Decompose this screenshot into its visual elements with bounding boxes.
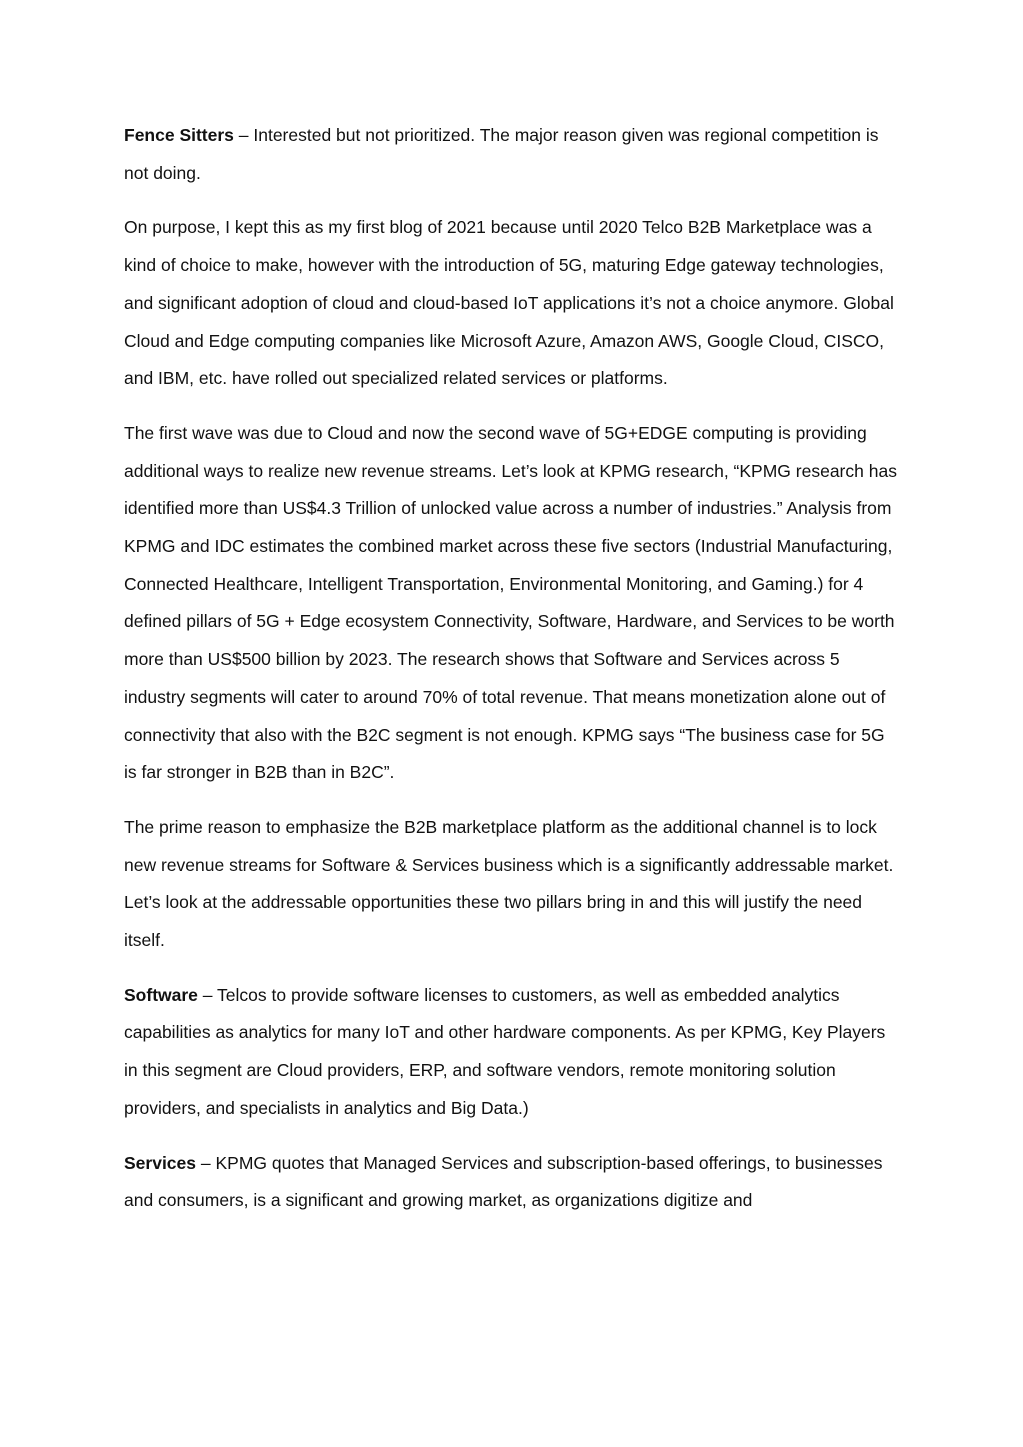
paragraph-lead: Services	[124, 1152, 197, 1173]
paragraph-text: On purpose, I kept this as my first blog of 2021 because until 2020 Telco B2B Marketplace was a kind of choice to make, however with the introduction of 5G, maturing Edge gateway technologies, and significant adoption of cloud and cloud-based IoT applications it’s not a choice anymore. Global Cloud and Edge computing companies like Microsoft Azure, Amazon AWS, Google Cloud, CISCO, and IBM, etc. have rolled out specialized related services or platforms.	[124, 217, 894, 389]
paragraph-services	[124, 1145, 900, 1220]
paragraph-lead: Software	[124, 984, 198, 1005]
paragraph-text: The prime reason to emphasize the B2B marketplace platform as the additional channel is to lock new revenue streams for Software & Services business which is a significantly addressable market. Let’s look at the addressable opportunities these two pillars bring in and this will justify the need itself.	[124, 816, 894, 951]
paragraph-software	[124, 977, 900, 1128]
paragraph-lead: Fence Sitters	[124, 125, 234, 145]
paragraph-text: – Telcos to provide software licenses to customers, as well as embedded analytics capabilities as analytics for many IoT and other hardware components. As per KPMG, Key Players in this segment are Cloud providers, ERP, and software vendors, remote monitoring solution providers, and specialists in analytics and Big Data.)	[124, 984, 886, 1118]
paragraph-kpmg-research	[124, 415, 900, 792]
paragraph-text: The first wave was due to Cloud and now the second wave of 5G+EDGE computing is providing additional ways to realize new revenue streams. Let’s look at KPMG research, “KPMG research has identified more than US$4.3 Trillion of unlocked value across a number of industries.” Analysis from KPMG and IDC estimates the combined market across these five sectors (Industrial Manufacturing, Connected Healthcare, Intelligent Transportation, Environmental Monitoring, and Gaming.) for 4 defined pillars of 5G + Edge ecosystem Connectivity, Software, Hardware, and Services to be worth more than US$500 billion by 2023. The research shows that Software and Services across 5 industry segments will cater to around 70% of total revenue. That means monetization alone out of connectivity that also with the B2C segment is not enough. KPMG says “The business case for 5G is far stronger in B2B than in B2C”.	[124, 422, 897, 783]
document-body	[124, 117, 900, 1237]
paragraph-first-blog	[124, 209, 900, 398]
paragraph-fence-sitters	[124, 117, 900, 192]
paragraph-text: – Interested but not prioritized. The major reason given was regional competition is not doing.	[124, 125, 879, 183]
paragraph-prime-reason	[124, 809, 900, 960]
paragraph-text: – KPMG quotes that Managed Services and subscription-based offerings, to businesses and consumers, is a significant and growing market, as organizations digitize and	[124, 1152, 883, 1211]
